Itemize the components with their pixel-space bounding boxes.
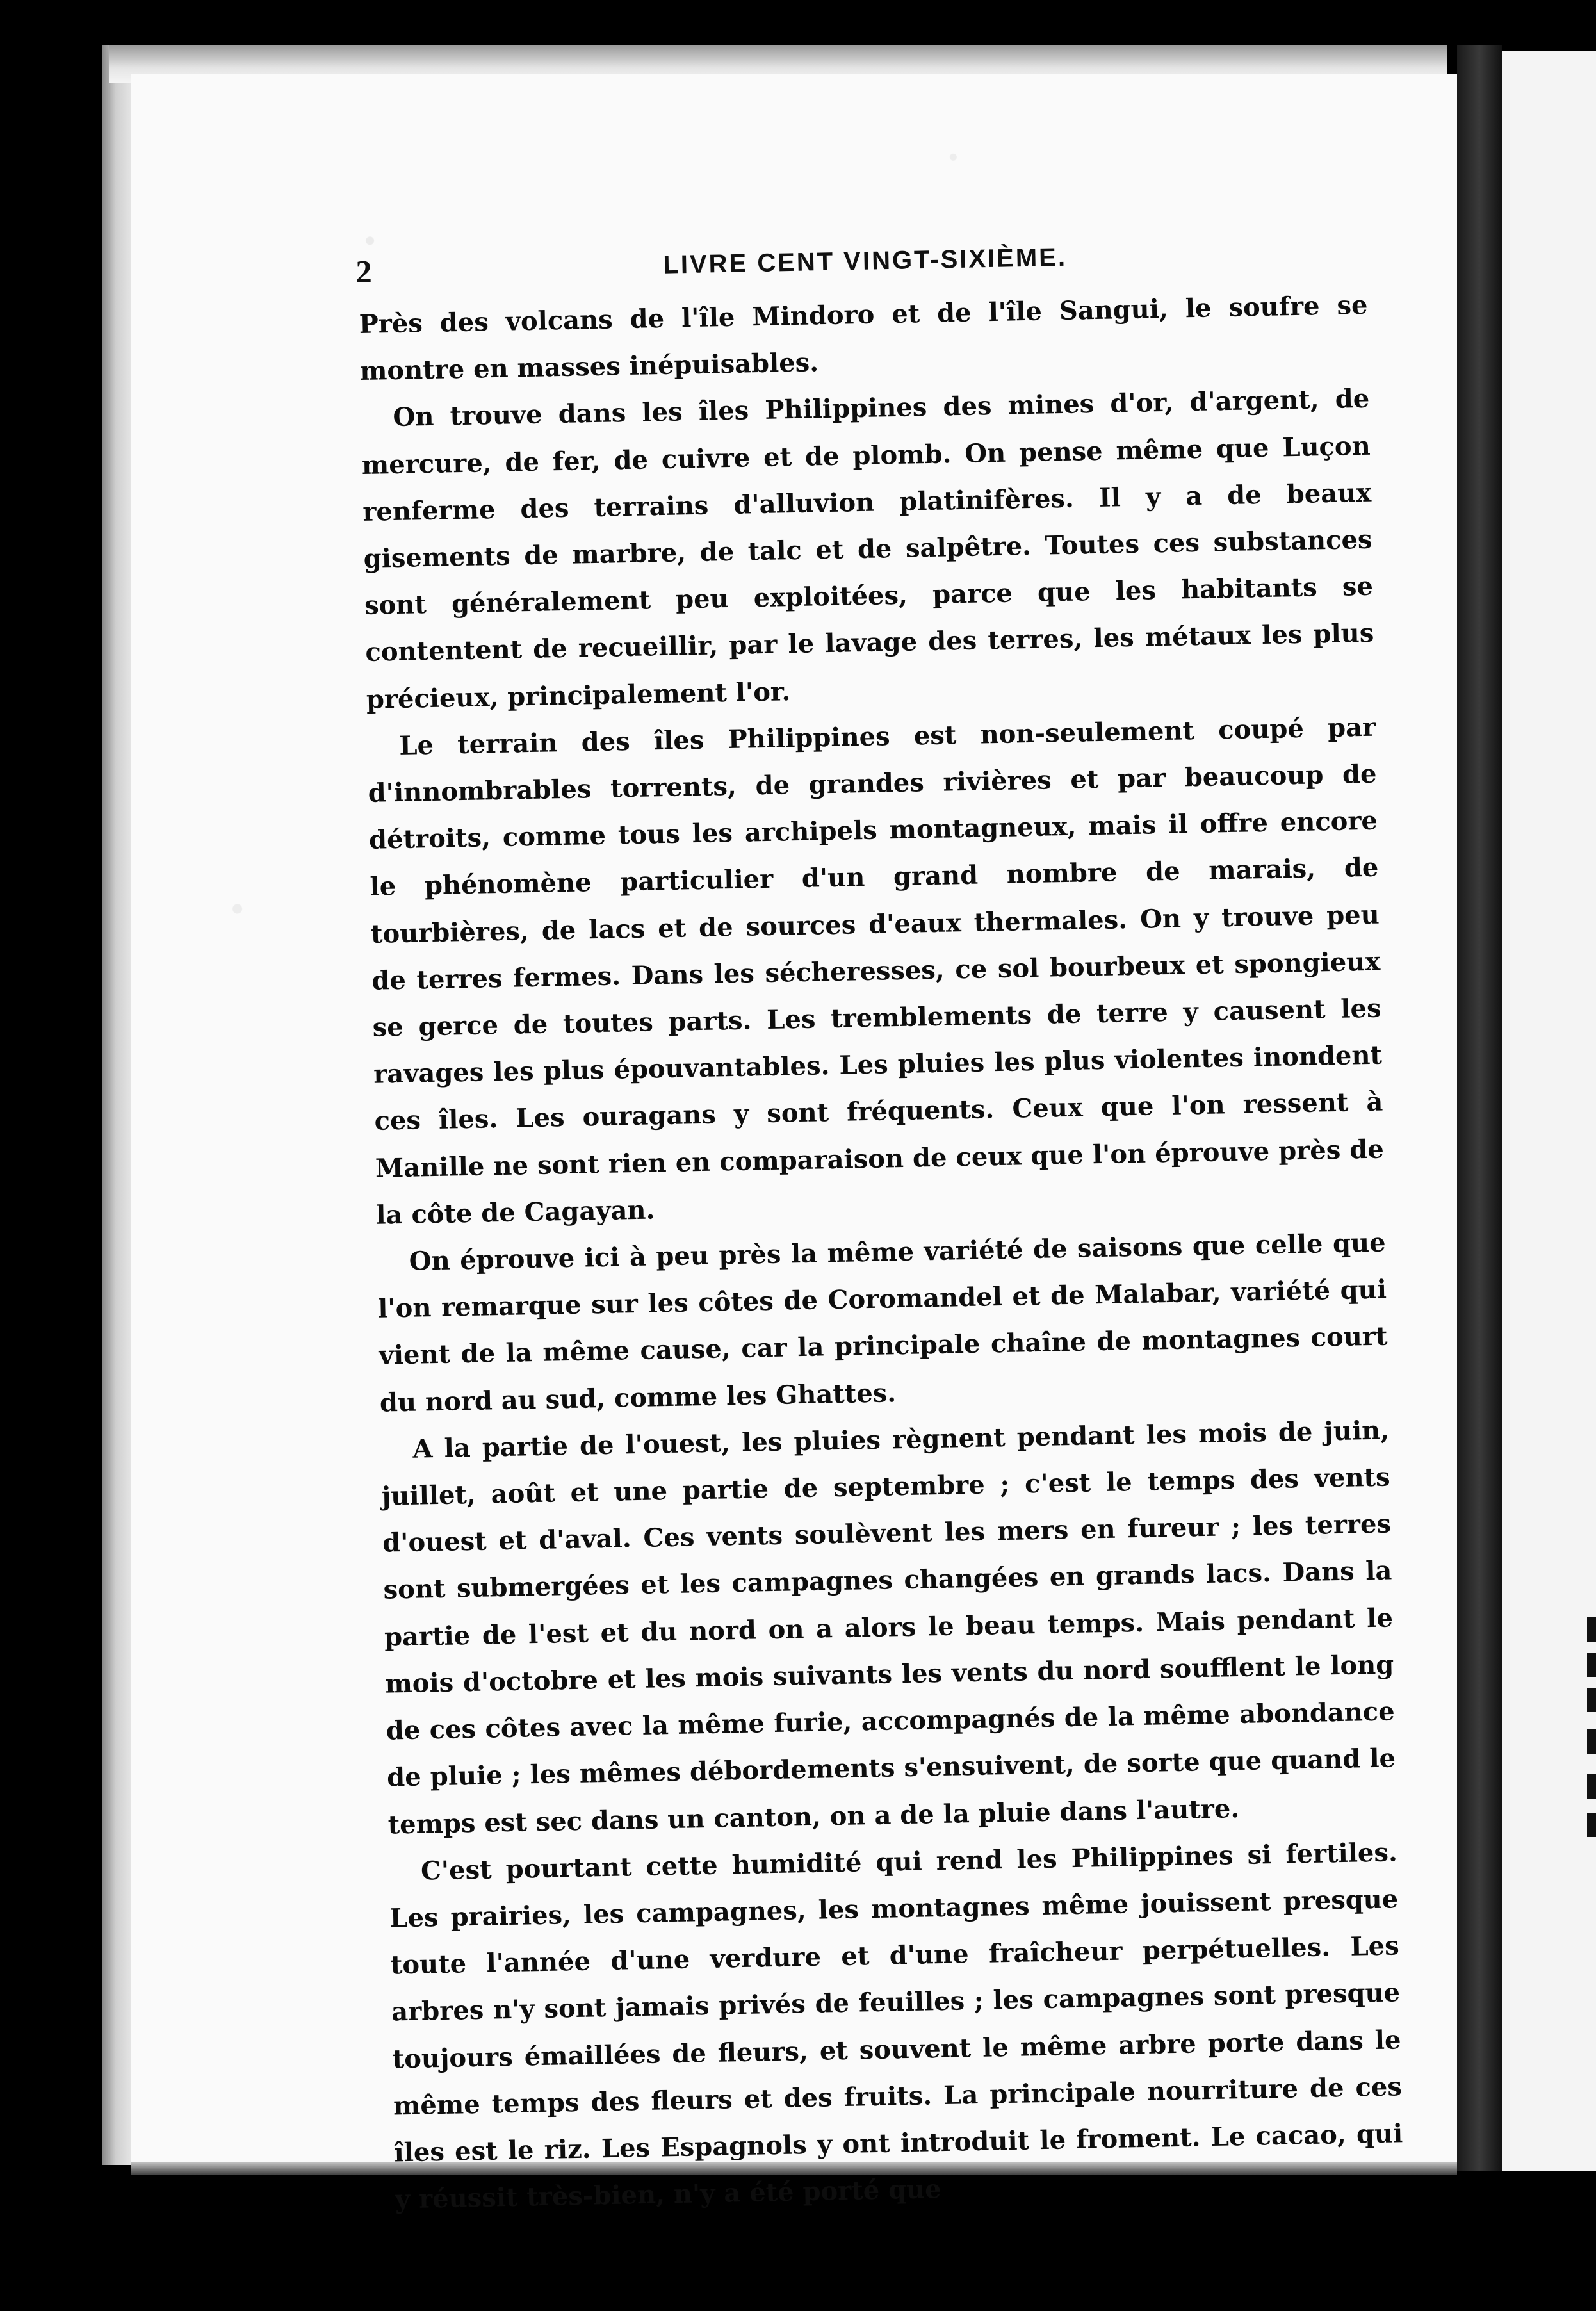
next-page-text-fragment bbox=[1587, 1688, 1596, 1712]
next-page-text-fragment bbox=[1587, 1813, 1596, 1837]
running-head: LIVRE CENT VINGT-SIXIÈME. bbox=[663, 243, 1068, 279]
next-page-text-fragment bbox=[1587, 1617, 1596, 1642]
next-page-text-fragment bbox=[1587, 1774, 1596, 1799]
paragraph: A la partie de l'ouest, les pluies règnent pendant les mois de juin, juillet, août et une partie de septembre ; c'est le temps des vents d'ouest et d'aval. Ces vents soulèvent les mers en fureur ; les terres sont submergées et les campagnes changées en grands lacs. Dans la partie de l'est et du nord on a alors le beau temps. Mais pendant le mois d'octobre et les mois suivants les vents du nord soufflent le long de ces côtes avec la même furie, accompagnés de la même abondance de pluie ; les mêmes débordements s'ensuivent, de sorte que quand le temps est sec dans un canton, on a de la pluie dans l'autre. bbox=[381, 1415, 1396, 1840]
paragraph: Près des volcans de l'île Mindoro et de l'île Sangui, le soufre se montre en masses inépuisables. bbox=[359, 290, 1368, 387]
paragraph: Le terrain des îles Philippines est non-seulement coupé par d'innombrables torrents, de grandes rivières et par beaucoup de détroits, comme tous les archipels montagneux, mais il offre encore le phénomène particulier d'un grand nombre de marais, de tourbières, de lacs et de sources d'eaux thermales. On y trouve peu de terres fermes. Dans les sécheresses, ce sol bourbeux et spongieux se gerce de toutes parts. Les tremblements de terre y causent les ravages les plus épouvantables. Les pluies les plus violentes inondent ces îles. Les ouragans y sont fréquents. Ceux que l'on ressent à Manille ne sont rien en comparaison de ceux que l'on éprouve près de la côte de Cagayan. bbox=[368, 712, 1385, 1230]
gutter-shadow bbox=[1457, 45, 1502, 2171]
page-number: 2 bbox=[355, 253, 373, 290]
next-page-text-fragment bbox=[1587, 1653, 1596, 1677]
body-text bbox=[359, 282, 1404, 2223]
paragraph: On éprouve ici à peu près la même variété de saisons que celle que l'on remarque sur les côtes de Coromandel et de Malabar, variété qui vient de la même cause, car la principale chaîne de montagnes court du nord au sud, comme les Ghattes. bbox=[377, 1227, 1388, 1418]
next-page-text-fragment bbox=[1587, 1729, 1596, 1754]
paragraph: On trouve dans les îles Philippines des mines d'or, d'argent, de mercure, de fer, de cuivre et de plomb. On pense même que Luçon renferme des terrains d'alluvion platinifères. Il y a de beaux gisements de marbre, de talc et de salpêtre. Toutes ces substances sont généralement peu exploitées, parce que les habitants se contentent de recueillir, par le lavage des terres, les métaux les plus précieux, principalement l'or. bbox=[361, 384, 1374, 715]
paragraph: C'est pourtant cette humidité qui rend les Philippines si fertiles. Les prairies, les campagnes, les montagnes même jouissent presque toute l'année d'une verdure et d'une fraîcheur perpétuelles. Les arbres n'y sont jamais privés de feuilles ; les campagnes sont presque toujours émaillées de fleurs, et souvent le même arbre porte dans le même temps des fleurs et des fruits. La principale nourriture de ces îles est le riz. Les Espagnols y ont introduit le froment. Le cacao, qui y réussit très-bien, n'y a été porté que bbox=[389, 1837, 1403, 2215]
next-page-strip bbox=[1502, 51, 1596, 2171]
